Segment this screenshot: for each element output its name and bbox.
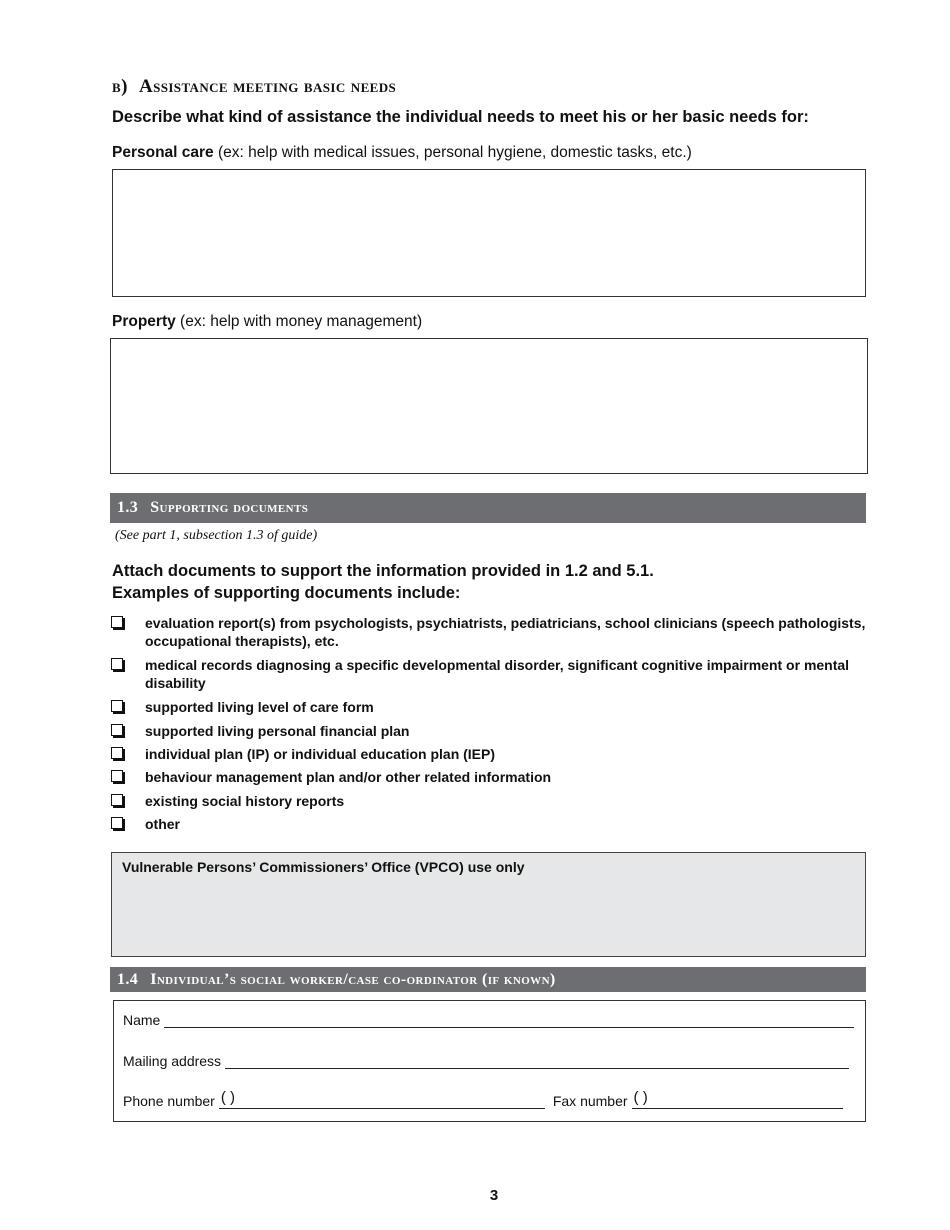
checkbox[interactable] [111,700,123,712]
checkbox[interactable] [111,747,123,759]
contact-form [113,1000,866,1122]
name-row [123,1010,854,1028]
document-item-social-history [110,792,870,815]
fax-number-field[interactable] [632,1091,843,1109]
fax-number-label: Fax number [552,1093,628,1109]
checkbox[interactable] [111,724,123,736]
document-label: behaviour management plan and/or other related information [145,769,552,785]
fax-area-code-brackets: ( ) [633,1089,648,1106]
phone-number-field[interactable] [219,1091,545,1109]
checkbox[interactable] [111,770,123,782]
vpco-use-only-box [111,852,866,957]
document-item-financial-plan [110,722,870,745]
attach-line-2: Examples of supporting documents include: [112,584,461,602]
document-label: existing social history reports [145,793,345,809]
name-field[interactable] [164,1010,854,1028]
property-hint: (ex: help with money management) [175,313,423,330]
section-1-3-title: Supporting documents [150,499,309,516]
section-1-4-title: Individual’s social worker/case co-ordinator (if known) [150,970,556,988]
document-item-behaviour-plan [110,768,870,792]
personal-care-hint: (ex: help with medical issues, personal hygiene, domestic tasks, etc.) [213,144,692,161]
attach-line-1: Attach documents to support the information provided in 1.2 and 5.1. [112,562,654,580]
mailing-address-label: Mailing address [123,1053,222,1069]
section-1-3-header [110,493,866,523]
document-item-evaluation [110,614,870,656]
guide-reference-note: (See part 1, subsection 1.3 of guide) [115,528,318,543]
document-label: supported living level of care form [145,699,374,715]
document-item-medical-records [110,656,870,698]
property-textbox[interactable] [110,338,868,474]
checkbox[interactable] [111,658,123,670]
name-label: Name [123,1012,161,1028]
section-b-heading [112,76,396,98]
personal-care-textbox[interactable] [112,169,866,297]
document-label: supported living personal financial plan [145,723,410,739]
phone-area-code-brackets: ( ) [220,1089,236,1106]
section-1-4-number: 1.4 [117,970,139,988]
section-1-3-number: 1.3 [117,499,139,516]
mailing-address-field[interactable] [225,1051,849,1069]
supporting-documents-list [110,614,870,835]
section-b-marker: b) [112,76,128,97]
checkbox[interactable] [111,794,123,806]
attach-instructions [112,560,654,604]
personal-care-label [112,144,692,162]
document-item-other [110,815,870,835]
mailing-address-row [123,1051,849,1069]
personal-care-label-bold: Personal care [112,144,214,161]
document-label: other [145,816,180,832]
page-number: 3 [489,1187,499,1204]
section-b-title: Assistance meeting basic needs [138,76,397,97]
section-1-4-header [110,967,866,992]
property-label-bold: Property [112,313,176,330]
document-label: evaluation report(s) from psychologists, psychiatrists, pediatricians, school clinicians (speech pathologists, occupational therapists), etc. [145,615,866,649]
document-item-level-of-care [110,698,870,722]
document-item-individual-plan [110,745,870,768]
document-label: individual plan (IP) or individual education plan (IEP) [145,746,496,762]
phone-number-label: Phone number [123,1093,215,1109]
property-label [112,313,422,331]
document-label: medical records diagnosing a specific developmental disorder, significant cognitive impairment or mental disability [145,657,850,691]
checkbox[interactable] [111,817,123,829]
phone-fax-row [123,1091,843,1109]
vpco-label: Vulnerable Persons’ Commissioners’ Office (VPCO) use only [122,859,525,875]
checkbox[interactable] [111,616,123,628]
section-b-subtitle: Describe what kind of assistance the individual needs to meet his or her basic needs for: [112,108,809,126]
